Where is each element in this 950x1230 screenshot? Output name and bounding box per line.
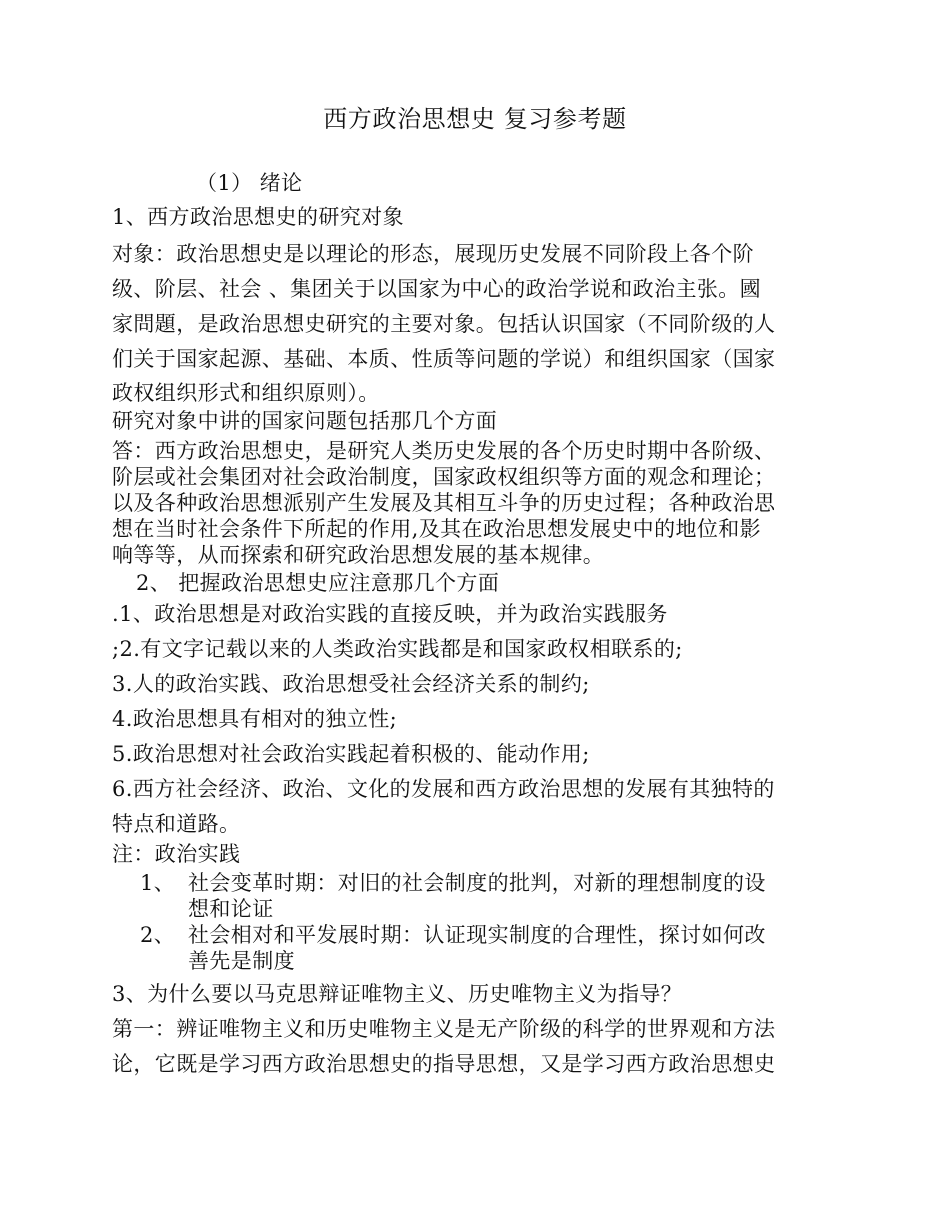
- note-number: 2、: [140, 923, 176, 947]
- note-text: 社会变革时期：对旧的社会制度的批判，对新的理想制度的设: [188, 871, 766, 895]
- note-label: 注：政治实践: [112, 842, 241, 866]
- object-line: 家問題，是政治思想史研究的主要对象。包括认识国家（不同阶级的人: [112, 312, 776, 336]
- question-1-heading: 1、西方政治思想史的研究对象: [112, 205, 404, 229]
- answer-line: 想在当时社会条件下所起的作用,及其在政治思想发展史中的地位和影: [112, 517, 762, 541]
- note-text: 想和论证: [188, 897, 274, 921]
- answer-line: 以及各种政治思想派别产生发展及其相互斗争的历史过程；各种政治思: [112, 491, 776, 515]
- question-3-heading: 3、为什么要以马克思辩证唯物主义、历史唯物主义为指导？: [112, 982, 683, 1006]
- sub-question: 研究对象中讲的国家问题包括那几个方面: [112, 409, 498, 433]
- list-item: 3.人的政治实践、政治思想受社会经济关系的制约;: [112, 672, 590, 696]
- answer-line: 答：西方政治思想史，是研究人类历史发展的各个历史时期中各阶级、: [112, 439, 776, 463]
- object-line: 政权组织形式和组织原则）。: [112, 381, 380, 405]
- answer-line: 阶层或社会集团对社会政治制度，国家政权组织等方面的观念和理论；: [112, 465, 776, 489]
- note-text: 社会相对和平发展时期：认证现实制度的合理性，探讨如何改: [188, 923, 766, 947]
- note-text: 善先是制度: [188, 949, 295, 973]
- list-item: 4.政治思想具有相对的独立性;: [112, 707, 398, 731]
- list-item: .1、政治思想是对政治实践的直接反映，并为政治实践服务: [112, 602, 668, 626]
- list-item: 5.政治思想对社会政治实践起着积极的、能动作用;: [112, 742, 590, 766]
- section-heading: （1） 绪论: [196, 171, 303, 195]
- object-line: 级、阶层、社会 、集团关于以国家为中心的政治学说和政治主张。國: [112, 277, 762, 301]
- list-item: 6.西方社会经济、政治、文化的发展和西方政治思想的发展有其独特的: [112, 777, 775, 801]
- list-item: 特点和道路。: [112, 812, 241, 836]
- answer-line: 响等等，从而探索和研究政治思想发展的基本规律。: [112, 543, 605, 567]
- object-line: 们关于国家起源、基础、本质、性质等问题的学说）和组织国家（国家: [112, 347, 776, 371]
- note-number: 1、: [140, 871, 176, 895]
- paragraph-line: 第一：辨证唯物主义和历史唯物主义是无产阶级的科学的世界观和方法: [112, 1017, 776, 1041]
- question-2-heading: 2、 把握政治思想史应注意那几个方面: [136, 571, 500, 595]
- document-title: 西方政治思想史 复习参考题: [323, 105, 627, 133]
- list-item: ;2.有文字记载以来的人类政治实践都是和国家政权相联系的;: [112, 637, 683, 661]
- paragraph-line: 论，它既是学习西方政治思想史的指导思想，又是学习西方政治思想史: [112, 1052, 776, 1076]
- object-line: 对象：政治思想史是以理论的形态，展现历史发展不同阶段上各个阶: [112, 242, 754, 266]
